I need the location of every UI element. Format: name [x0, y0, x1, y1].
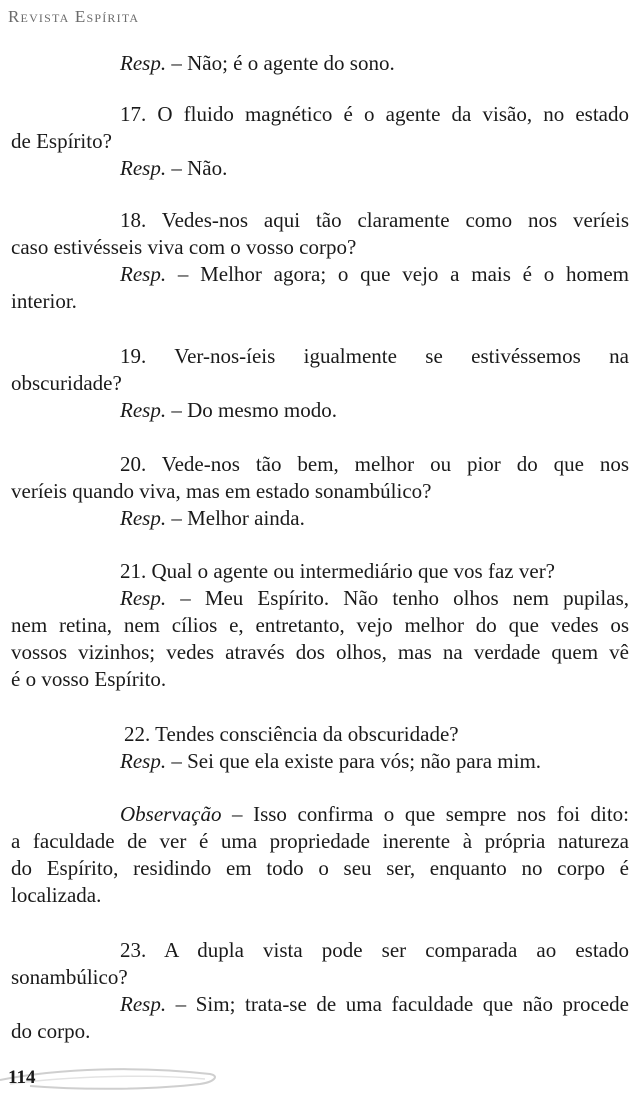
answer-text: – Não. [166, 156, 228, 180]
resp-label: Resp. [120, 749, 167, 773]
question-23 [11, 937, 629, 1045]
answer-text: – Melhor ainda. [166, 506, 305, 530]
observation-text: – Isso confirma o que sempre nos foi dito: [221, 802, 629, 826]
question-line: 21. Qual o agente ou intermediário que vos faz ver? [120, 559, 556, 583]
question-19 [11, 343, 629, 424]
question-line: 22. Tendes consciência da obscuridade? [124, 722, 459, 746]
response-block [11, 50, 629, 77]
question-line: 23. A dupla vista pode ser comparada ao estado [120, 938, 629, 962]
observation-text: localizada. [11, 883, 102, 907]
question-21 [11, 558, 629, 693]
resp-label: Resp. [120, 398, 167, 422]
observation-text: a faculdade de ver é uma propriedade inerente à própria natureza [11, 829, 629, 853]
question-17 [11, 101, 629, 182]
observation-label: Observação [120, 802, 222, 826]
answer-text: nem retina, nem cílios e, entretanto, vejo melhor do que vedes os [11, 613, 629, 637]
question-line: veríeis quando viva, mas em estado sonambúlico? [11, 479, 432, 503]
resp-label: Resp. [120, 586, 167, 610]
answer-text: – Não; é o agente do sono. [166, 51, 395, 75]
question-line: 18. Vedes-nos aqui tão claramente como nos veríeis [120, 208, 629, 232]
answer-text: interior. [11, 289, 77, 313]
question-line: sonambúlico? [11, 965, 128, 989]
question-line: 17. O fluido magnético é o agente da visão, no estado [120, 102, 629, 126]
question-line: 19. Ver-nos-íeis igualmente se estivéssemos na [120, 344, 629, 368]
answer-text: é o vosso Espírito. [11, 667, 167, 691]
page-number: 114 [8, 1067, 36, 1088]
answer-text: do corpo. [11, 1019, 91, 1043]
resp-label: Resp. [120, 51, 167, 75]
observation-block [11, 801, 629, 909]
question-18 [11, 207, 629, 315]
answer-text: – Sei que ela existe para vós; não para mim. [166, 749, 542, 773]
answer-text: – Meu Espírito. Não tenho olhos nem pupilas, [166, 586, 629, 610]
question-line: 20. Vede-nos tão bem, melhor ou pior do que nos [120, 452, 629, 476]
answer-text: – Sim; trata-se de uma faculdade que não procede [166, 992, 629, 1016]
answer-text: vossos vizinhos; vedes através dos olhos, mas na verdade quem vê [11, 640, 629, 664]
question-line: caso estivésseis viva com o vosso corpo? [11, 235, 357, 259]
answer-text: – Melhor agora; o que vejo a mais é o homem [166, 262, 629, 286]
question-line: de Espírito? [11, 129, 112, 153]
question-20 [11, 451, 629, 532]
resp-label: Resp. [120, 506, 167, 530]
running-head: Revista Espírita [8, 7, 140, 26]
resp-label: Resp. [120, 156, 167, 180]
resp-label: Resp. [120, 262, 167, 286]
answer-text: – Do mesmo modo. [166, 398, 337, 422]
resp-label: Resp. [120, 992, 167, 1016]
question-22 [11, 721, 629, 775]
question-line: obscuridade? [11, 371, 122, 395]
observation-text: do Espírito, residindo em todo o seu ser, enquanto no corpo é [11, 856, 629, 880]
